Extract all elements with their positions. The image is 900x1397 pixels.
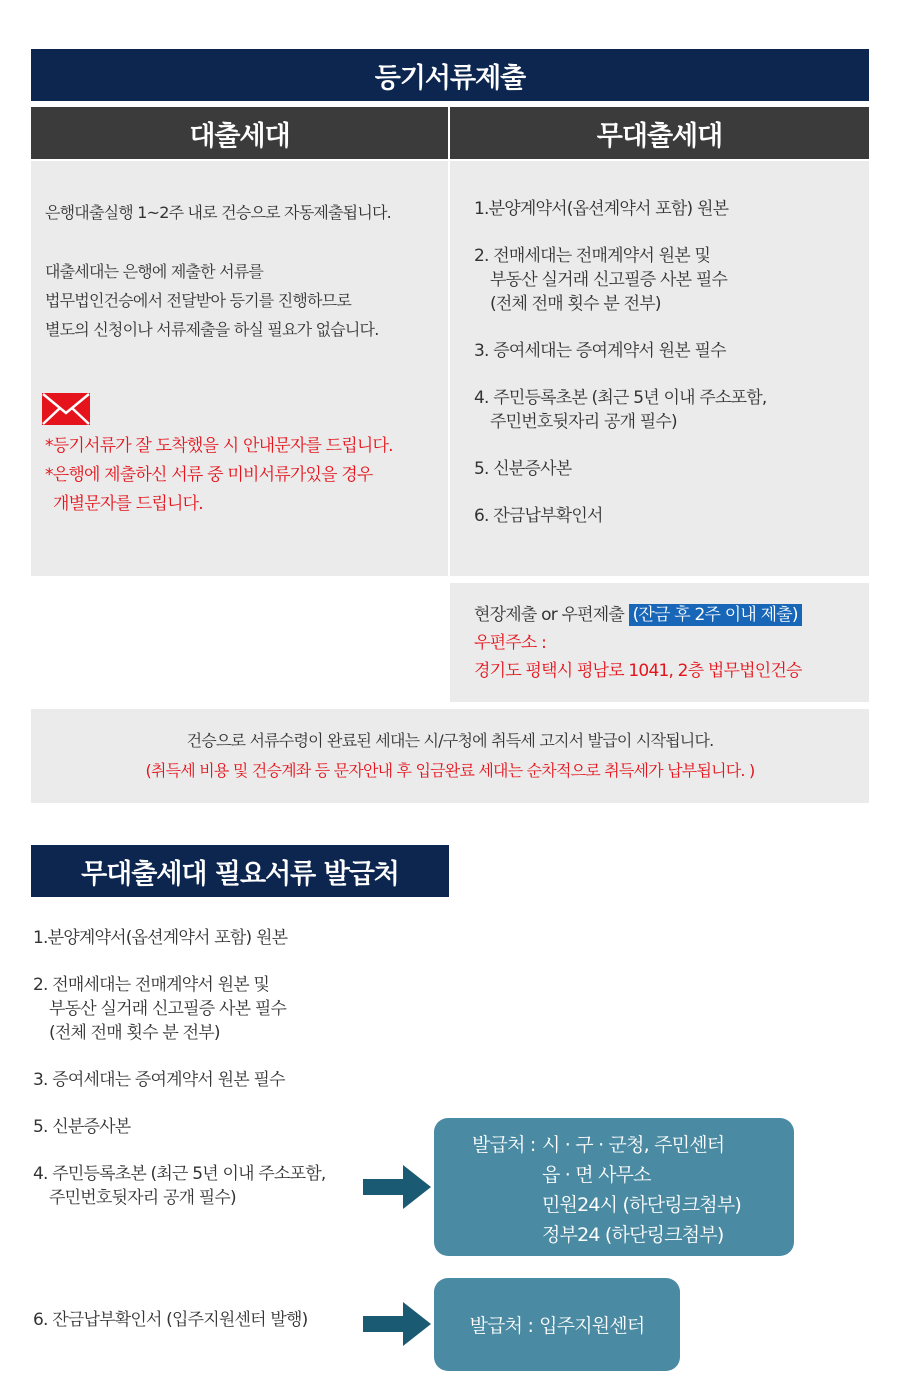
page-title: 등기서류제출 [31, 49, 869, 101]
loan-column-header: 대출세대 [31, 107, 448, 159]
notice-line-1: 건승으로 서류수령이 완료된 세대는 시/구청에 취득세 고지서 발급이 시작됩니다. [186, 731, 714, 750]
list-item: 2. 전매세대는 전매계약서 원본 및 부동산 실거래 신고필증 사본 필수 (전체 전매 횟수 분 전부) [33, 975, 287, 1043]
notice-line-2: (취득세 비용 및 건승계좌 등 문자안내 후 입금완료 세대는 순차적으로 취득세가 납부됩니다. ) [145, 761, 755, 780]
issuer-box-2 [434, 1278, 680, 1371]
section2-doc-list [33, 926, 413, 1210]
list-item: 6. 잔금납부확인서 [474, 506, 603, 526]
notice-box [31, 709, 869, 803]
list-item: 5. 신분증사본 [33, 1117, 131, 1137]
list-item: 6. 잔금납부확인서 (입주지원센터 발행) [33, 1310, 308, 1330]
list-item: 3. 증여세대는 증여계약서 원본 필수 [474, 341, 726, 361]
list-item: 4. 주민등록초본 (최근 5년 이내 주소포함, 주민번호뒷자리 공개 필수) [33, 1164, 326, 1208]
loan-notes: *등기서류가 잘 도착했을 시 안내문자를 드립니다. *은행에 제출하신 서류 중 미비서류가있을 경우 개별문자를 드립니다. [45, 436, 393, 514]
noloan-column-header: 무대출세대 [450, 107, 869, 159]
submit-box [450, 583, 869, 702]
list-item: 1.분양계약서(옵션계약서 포함) 원본 [474, 199, 729, 219]
arrow-right-icon [363, 1165, 431, 1209]
address-label: 우편주소 : [474, 633, 547, 653]
envelope-icon [42, 393, 90, 425]
issuer-label: 발급처 : [472, 1134, 536, 1156]
section2-title: 무대출세대 필요서류 발급처 [31, 845, 449, 897]
issuer-list: 시 · 구 · 군청, 주민센터 읍 · 면 사무소 민원24시 (하단링크첨부) 정부24 (하단링크첨부) [542, 1134, 742, 1246]
issuer-box-1 [434, 1118, 794, 1256]
noloan-panel [450, 161, 869, 576]
submit-method: 현장제출 or 우편제출 (잔금 후 2주 이내 제출) [474, 601, 864, 629]
list-item: 3. 증여세대는 증여계약서 원본 필수 [33, 1070, 285, 1090]
list-item: 1.분양계약서(옵션계약서 포함) 원본 [33, 928, 288, 948]
list-item: 5. 신분증사본 [474, 459, 572, 479]
list-item: 2. 전매세대는 전매계약서 원본 및 부동산 실거래 신고필증 사본 필수 (전체 전매 횟수 분 전부) [474, 246, 728, 314]
issuer-label: 발급처 : [469, 1315, 534, 1337]
issuer-value: 입주지원센터 [539, 1315, 645, 1337]
list-item: 4. 주민등록초본 (최근 5년 이내 주소포함, 주민번호뒷자리 공개 필수) [474, 388, 767, 432]
arrow-right-icon [363, 1302, 431, 1346]
loan-line-1: 은행대출실행 1~2주 내로 건승으로 자동제출됩니다. [45, 203, 391, 222]
loan-paragraph: 대출세대는 은행에 제출한 서류를 법무법인건승에서 전달받아 등기를 진행하므로 별도의 신청이나 서류제출을 하실 필요가 없습니다. [45, 262, 379, 339]
loan-panel [31, 161, 448, 576]
postal-address: 경기도 평택시 평남로 1041, 2층 법무법인건승 [474, 661, 802, 681]
noloan-doc-list [474, 197, 864, 528]
deadline-badge: (잔금 후 2주 이내 제출) [629, 604, 802, 626]
